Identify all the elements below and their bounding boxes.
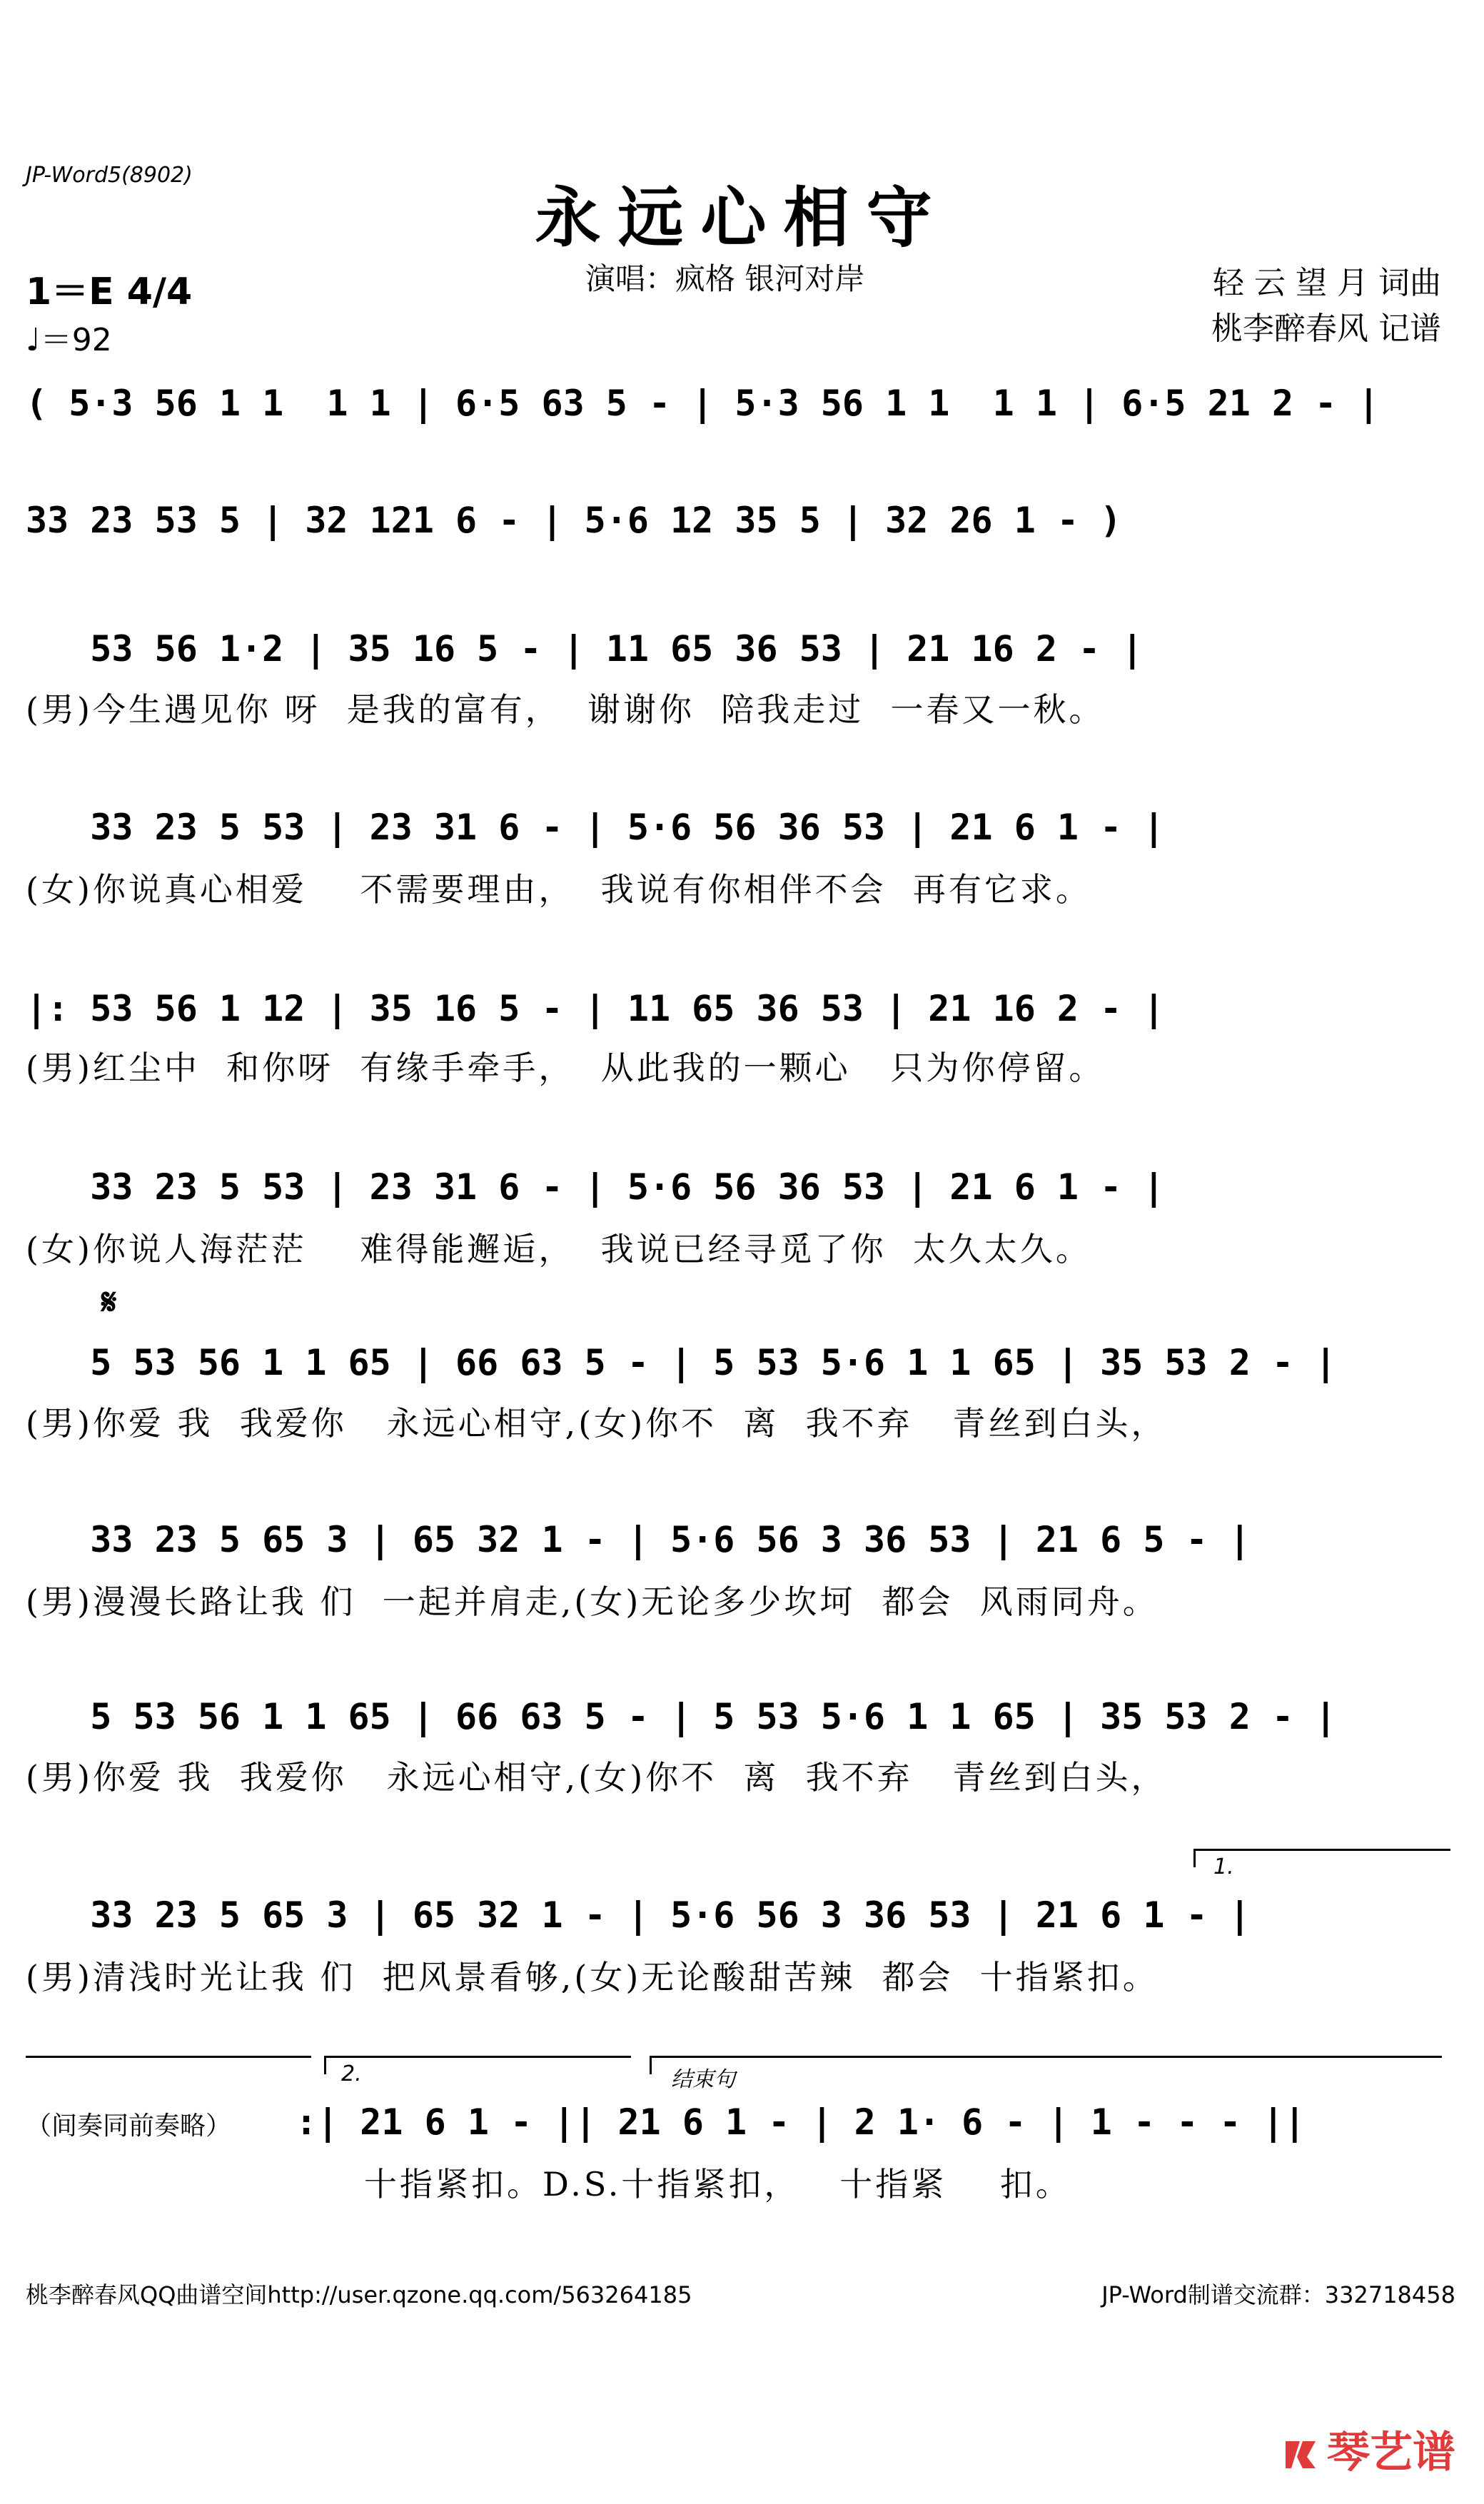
final-lyrics: 十指紧扣。D.S.十指紧扣， 十指紧 扣。 [364,2165,1071,2203]
chorus2-notes: 33 23 5 65 3 | 65 32 1 - | 5·6 56 3 36 53 | 21 6 5 - | [26,1519,1251,1560]
verse1-notes: 53 56 1·2 | 35 16 5 - | 11 65 36 53 | 21 16 2 - | [26,628,1144,670]
volta-2-label: 2. [341,2061,362,2086]
singer-credit: 演唱：疯格 银河对岸 [585,261,865,296]
verse4-notes: 33 23 5 53 | 23 31 6 - | 5·6 56 36 53 | 21 6 1 - | [26,1166,1165,1208]
chorus4-notes: 33 23 5 65 3 | 65 32 1 - | 5·6 56 3 36 53 | 21 6 1 - | [26,1894,1251,1936]
verse1-lyrics: (男)今生遇见你 呀 是我的富有， 谢谢你 陪我走过 一春又一秋。 [26,690,1105,729]
interlude-bracket [26,2056,311,2058]
watermark-logo [1281,2418,1455,2480]
interlude-note: （间奏同前奏略） [26,2111,232,2141]
watermark-text: 琴艺谱 [1327,2428,1455,2478]
software-label: JP-Word5(8902) [26,163,193,188]
footer-left: 桃李醉春风QQ曲谱空间http://user.qzone.qq.com/563264185 [26,2281,692,2308]
ending-bracket [650,2056,1442,2058]
chorus3-lyrics: (男)你爱 我 我爱你 永远心相守,(女)你不 离 我不弃 青丝到白头， [26,1758,1167,1797]
chorus4-lyrics: (男)清浅时光让我 们 把风景看够,(女)无论酸甜苦辣 都会 十指紧扣。 [26,1958,1159,1996]
tempo-marking: ♩＝92 [26,322,112,358]
lyricist-composer-credit: 轻 云 望 月 词曲 [1213,265,1441,301]
chorus1-lyrics: (男)你爱 我 我爱你 永远心相守,(女)你不 离 我不弃 青丝到白头， [26,1404,1167,1443]
ending-tick [650,2056,652,2074]
chorus1-notes: 5 53 56 1 1 65 | 66 63 5 - | 5 53 5·6 1 1 65 | 35 53 2 - | [26,1342,1337,1383]
ending-label: 结束句 [671,2067,735,2092]
verse2-lyrics: (女)你说真心相爱 不需要理由， 我说有你相伴不会 再有它求。 [26,870,1091,909]
chorus3-notes: 5 53 56 1 1 65 | 66 63 5 - | 5 53 5·6 1 1 65 | 35 53 2 - | [26,1696,1337,1737]
verse3-lyrics: (男)红尘中 和你呀 有缘手牵手， 从此我的一颗心 只为你停留。 [26,1049,1105,1087]
key-signature: 1＝E 4/4 [26,271,193,313]
verse4-lyrics: (女)你说人海茫茫 难得能邂逅， 我说已经寻觅了你 太久太久。 [26,1230,1091,1268]
verse3-notes: |: 53 56 1 12 | 35 16 5 - | 11 65 36 53 | 21 16 2 - | [26,988,1165,1029]
volta-1-bracket [1193,1849,1450,1851]
volta-2-tick [324,2056,326,2074]
intro-line-1: ( 5·3 56 1 1 1 1 | 6·5 63 5 - | 5·3 56 1 1 1 1 | 6·5 21 2 - | [26,383,1380,424]
volta-1-label: 1. [1213,1854,1234,1879]
final-notes: :| 21 6 1 - || 21 6 1 - | 2 1· 6 - | 1 - - - || [296,2101,1306,2143]
watermark-icon [1281,2435,1320,2474]
chorus2-lyrics: (男)漫漫长路让我 们 一起并肩走,(女)无论多少坎坷 都会 风雨同舟。 [26,1582,1159,1621]
footer-right: JP-Word制谱交流群：332718458 [1101,2281,1455,2308]
intro-line-2: 33 23 53 5 | 32 121 6 - | 5·6 12 35 5 | 32 26 1 - ) [26,500,1122,541]
verse2-notes: 33 23 5 53 | 23 31 6 - | 5·6 56 36 53 | 21 6 1 - | [26,807,1165,848]
volta-1-tick [1193,1849,1196,1867]
transcriber-credit: 桃李醉春风 记谱 [1211,311,1441,347]
volta-2-bracket [324,2056,631,2058]
page-title: 永远心相守 [535,179,949,256]
segno-sign: 𝄋 [101,1281,117,1323]
